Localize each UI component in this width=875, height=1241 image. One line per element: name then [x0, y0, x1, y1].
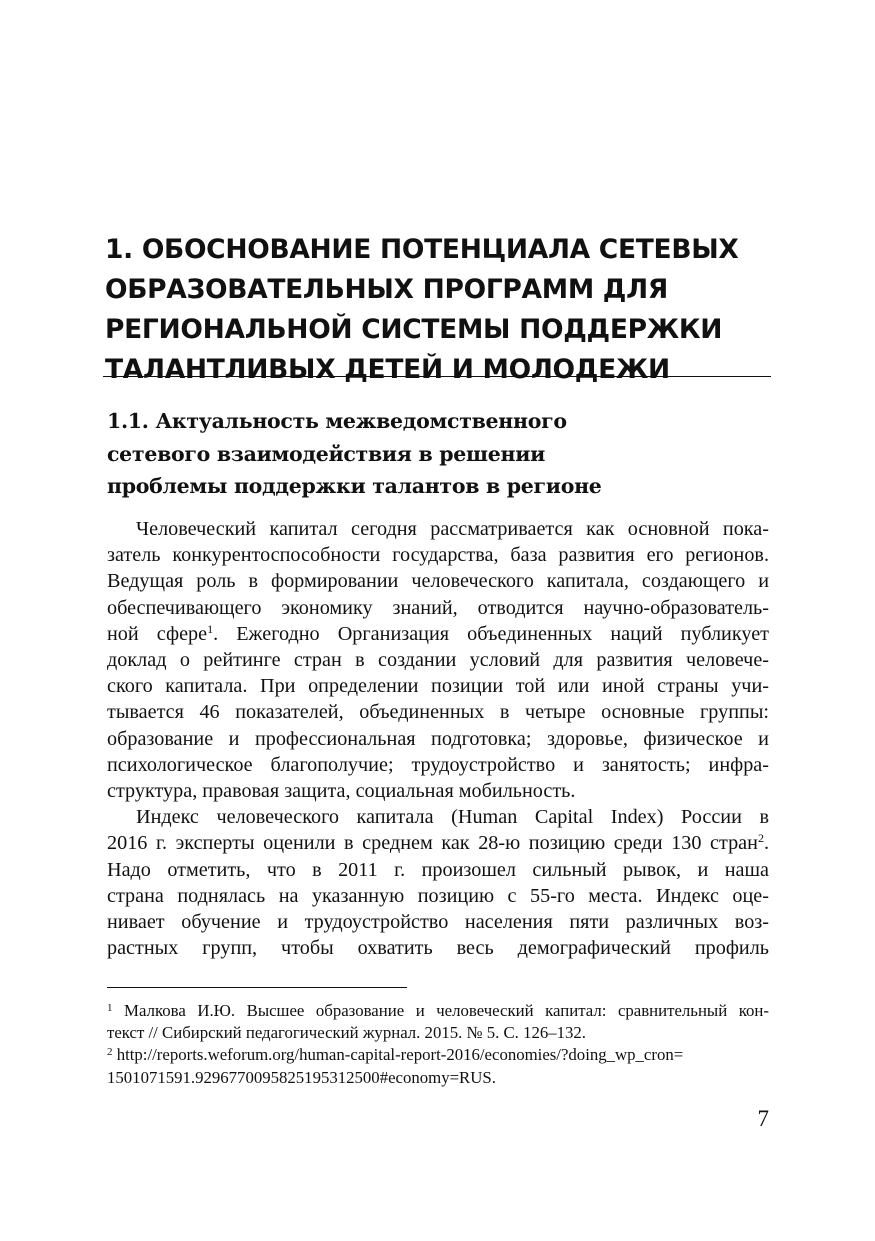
- footnote-divider: [107, 987, 407, 988]
- footnote-ref-1: 1: [207, 621, 214, 636]
- body-text: [107, 516, 769, 961]
- chapter-title: [105, 230, 775, 390]
- chapter-title-line: ТАЛАНТЛИВЫХ ДЕТЕЙ И МОЛОДЕЖИ: [105, 354, 670, 385]
- chapter-title-line: ОБРАЗОВАТЕЛЬНЫХ ПРОГРАММ ДЛЯ: [105, 274, 668, 305]
- body-line: нивает обучение и трудоустройство населения пяти различных воз-: [107, 911, 769, 934]
- footnote-ref-2: 2: [757, 831, 764, 846]
- body-line: Человеческий капитал сегодня рассматривается как основной пока-: [136, 518, 769, 540]
- page-number: 7: [757, 1106, 769, 1131]
- body-line: доклад о рейтинге стран в создании условий для развития человече-: [107, 649, 769, 672]
- body-line: ского капитала. При определении позиции той или иной страны учи-: [107, 675, 769, 698]
- body-line: страна поднялась на указанную позицию с 55-го места. Индекс оце-: [107, 884, 769, 907]
- body-line: образование и профессиональная подготовка; здоровье, физическое и: [107, 727, 769, 750]
- footnote-1-line: текст // Сибирский педагогический журнал. 2015. № 5. С. 126–132.: [107, 1023, 587, 1043]
- body-line: растных групп, чтобы охватить весь демографический профиль: [107, 937, 769, 960]
- section-title: [107, 405, 727, 503]
- body-line: Надо отметить, что в 2011 г. произошел сильный рывок, и наша: [107, 858, 769, 881]
- body-line: Индекс человеческого капитала (Human Capital Index) России в: [136, 806, 769, 829]
- body-line: тывается 46 показателей, объединенных в четыре основные группы:: [107, 701, 769, 724]
- footnote-2-line: $^2$ http://reports.weforum.org/human-capital-report-2016/economies/?doing_wp_cron=: [107, 1045, 684, 1065]
- section-title-line: проблемы поддержки талантов в регионе: [107, 474, 602, 498]
- section-title-line: 1.1. Актуальность межведомственного: [107, 409, 567, 433]
- footnote-1-line: $^1$ Малкова И.Ю. Высшее образование и человеческий капитал: сравнительный кон-: [107, 1001, 769, 1020]
- footnotes: [107, 1000, 769, 1089]
- body-line: Ведущая роль в формировании человеческого капитала, создающего и: [107, 570, 769, 593]
- body-line: затель конкурентоспособности государства, база развития его регионов.: [107, 544, 769, 567]
- body-line: ной сфере$^1$. Ежегодно Организация объединенных наций публикует: [107, 621, 769, 645]
- section-title-line: сетевого взаимодействия в решении: [107, 441, 546, 466]
- body-line: 2016 г. эксперты оценили в среднем как 28-ю позицию среди 130 стран$^2$.: [107, 831, 769, 855]
- chapter-title-line: РЕГИОНАЛЬНОЙ СИСТЕМЫ ПОДДЕРЖКИ: [105, 314, 723, 345]
- title-divider: [103, 376, 771, 377]
- body-line: структура, правовая защита, социальная мобильность.: [107, 780, 576, 803]
- body-line: обеспечивающего экономику знаний, отводится научно-образователь-: [107, 596, 769, 619]
- body-line: психологическое благополучие; трудоустройство и занятость; инфра-: [107, 753, 769, 776]
- chapter-title-line: 1. ОБОСНОВАНИЕ ПОТЕНЦИАЛА СЕТЕВЫХ: [105, 234, 739, 265]
- footnote-2-line: 1501071591.9296770095825195312500#economy=RUS.: [107, 1067, 496, 1087]
